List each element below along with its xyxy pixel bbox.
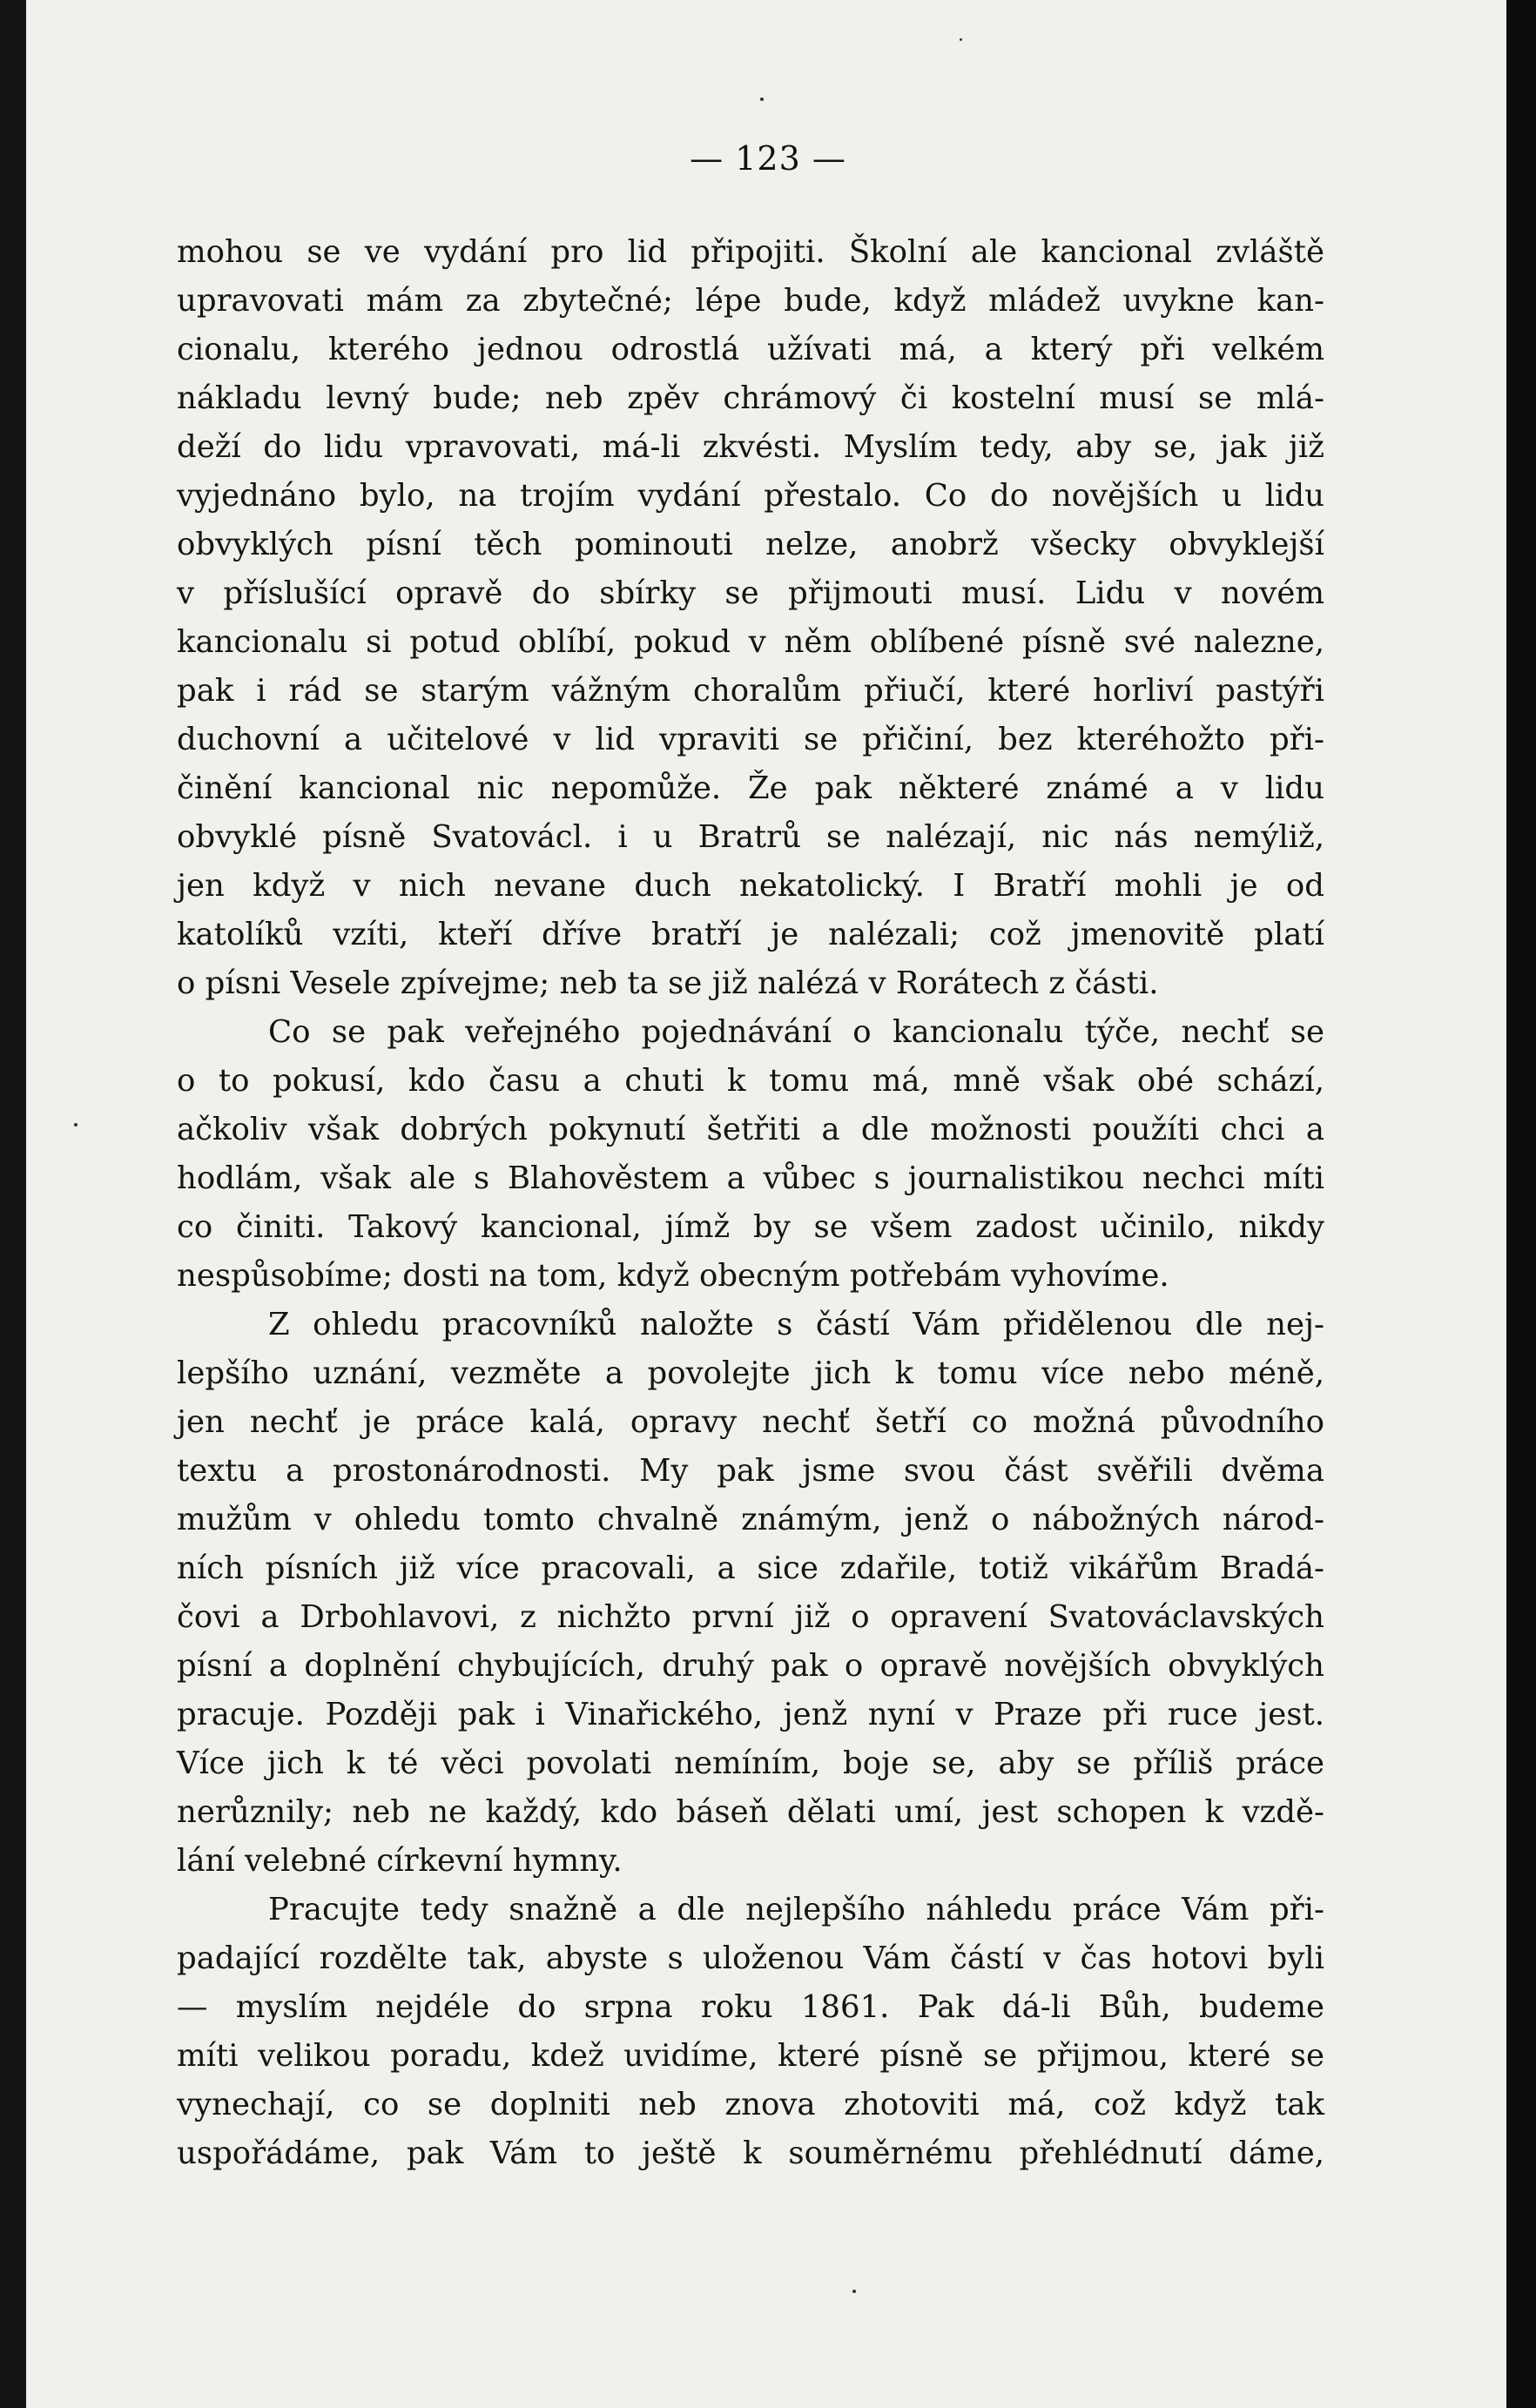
text-line: mohou se ve vydání pro lid připojiti. Školní ale kancional zvláště xyxy=(177,234,1324,270)
text-line: písní a doplnění chybujících, druhý pak o opravě novějších obvyklých xyxy=(177,1648,1324,1684)
scan-edge-shadow xyxy=(1506,0,1536,2408)
text-line: uspořádáme, pak Vám to ještě k souměrnému přehlédnutí dáme, xyxy=(177,2136,1324,2171)
paragraph xyxy=(177,1886,1324,2178)
text-line: v příslušící opravě do sbírky se přijmouti musí. Lidu v novém xyxy=(177,575,1324,611)
text-line: lání velebné církevní hymny. xyxy=(177,1843,623,1879)
text-line: nerůznily; neb ne každý, kdo báseň dělati umí, jest schopen k vzdě- xyxy=(177,1794,1324,1830)
text-line: mužům v ohledu tomto chvalně známým, jenž o nábožných národ- xyxy=(177,1502,1324,1537)
text-line: pracuje. Později pak i Vinařického, jenž nyní v Praze při ruce jest. xyxy=(177,1697,1324,1732)
text-line: textu a prostonárodnosti. My pak jsme svou část svěřili dvěma xyxy=(177,1453,1324,1489)
ink-speck xyxy=(852,2290,856,2293)
page-number: — 123 — xyxy=(690,139,846,178)
body-text xyxy=(177,228,1324,2178)
text-line: o písni Vesele zpívejme; neb ta se již nalézá v Rorátech z části. xyxy=(177,965,1159,1001)
text-line: cionalu, kterého jednou odrostlá užívati má, a který při velkém xyxy=(177,332,1324,367)
text-line: katolíků vzíti, kteří dříve bratří je nalézali; což jmenovitě platí xyxy=(177,917,1324,952)
ink-speck xyxy=(74,1123,77,1127)
text-line: co činiti. Takový kancional, jímž by se všem zadost učinilo, nikdy xyxy=(177,1209,1324,1245)
text-line: o to pokusí, kdo času a chuti k tomu má, mně však obé schází, xyxy=(177,1063,1324,1099)
text-line: jen když v nich nevane duch nekatolický. I Bratří mohli je od xyxy=(177,868,1324,904)
text-line: čovi a Drbohlavovi, z nichžto první již o opravení Svatováclavských xyxy=(177,1599,1324,1635)
text-line: Co se pak veřejného pojednávání o kancionalu týče, nechť se xyxy=(268,1014,1324,1050)
text-line: Více jich k té věci povolati nemíním, boje se, aby se příliš práce xyxy=(177,1745,1324,1781)
text-line: míti velikou poradu, kdež uvidíme, které písně se přijmou, které se xyxy=(177,2038,1324,2074)
paragraph xyxy=(177,1301,1324,1886)
text-line: vynechají, co se doplniti neb znova zhotoviti má, což když tak xyxy=(177,2087,1324,2122)
text-line: obvyklé písně Svatovácl. i u Bratrů se nalézají, nic nás nemýliž, xyxy=(177,819,1324,855)
text-line: — myslím nejdéle do srpna roku 1861. Pak dá-li Bůh, budeme xyxy=(177,1989,1324,2025)
text-line: deží do lidu vpravovati, má-li zkvésti. Myslím tedy, aby se, jak již xyxy=(177,429,1324,465)
text-line: vyjednáno bylo, na trojím vydání přestalo. Co do novějších u lidu xyxy=(177,478,1324,514)
text-line: obvyklých písní těch pominouti nelze, anobrž všecky obvyklejší xyxy=(177,527,1324,562)
ink-speck xyxy=(760,98,764,101)
text-line: lepšího uznání, vezměte a povolejte jich k tomu více nebo méně, xyxy=(177,1355,1324,1391)
text-line: Pracujte tedy snažně a dle nejlepšího náhledu práce Vám při- xyxy=(268,1892,1324,1927)
text-line: ačkoliv však dobrých pokynutí šetřiti a dle možnosti použíti chci a xyxy=(177,1112,1324,1147)
paragraph xyxy=(177,228,1324,1008)
text-line: nespůsobíme; dosti na tom, když obecným potřebám vyhovíme. xyxy=(177,1258,1169,1294)
text-line: kancionalu si potud oblíbí, pokud v něm oblíbené písně své nalezne, xyxy=(177,624,1324,660)
text-line: pak i rád se starým vážným choralům přiučí, které horliví pastýři xyxy=(177,673,1324,709)
text-line: činění kancional nic nepomůže. Že pak některé známé a v lidu xyxy=(177,770,1324,806)
paragraph xyxy=(177,1008,1324,1301)
text-line: duchovní a učitelové v lid vpraviti se přičiní, bez kteréhožto při- xyxy=(177,722,1324,757)
text-line: Z ohledu pracovníků naložte s částí Vám přidělenou dle nej- xyxy=(268,1307,1324,1342)
text-line: ních písních již více pracovali, a sice zdařile, totiž vikářům Bradá- xyxy=(177,1550,1324,1586)
text-line: hodlám, však ale s Blahověstem a vůbec s journalistikou nechci míti xyxy=(177,1160,1324,1196)
text-line: padající rozdělte tak, abyste s uloženou Vám částí v čas hotovi byli xyxy=(177,1941,1324,1976)
text-line: jen nechť je práce kalá, opravy nechť šetří co možná původního xyxy=(177,1404,1324,1440)
ink-speck xyxy=(960,38,962,41)
text-line: nákladu levný bude; neb zpěv chrámový či kostelní musí se mlá- xyxy=(177,380,1324,416)
text-line: upravovati mám za zbytečné; lépe bude, když mládež uvykne kan- xyxy=(177,283,1324,319)
